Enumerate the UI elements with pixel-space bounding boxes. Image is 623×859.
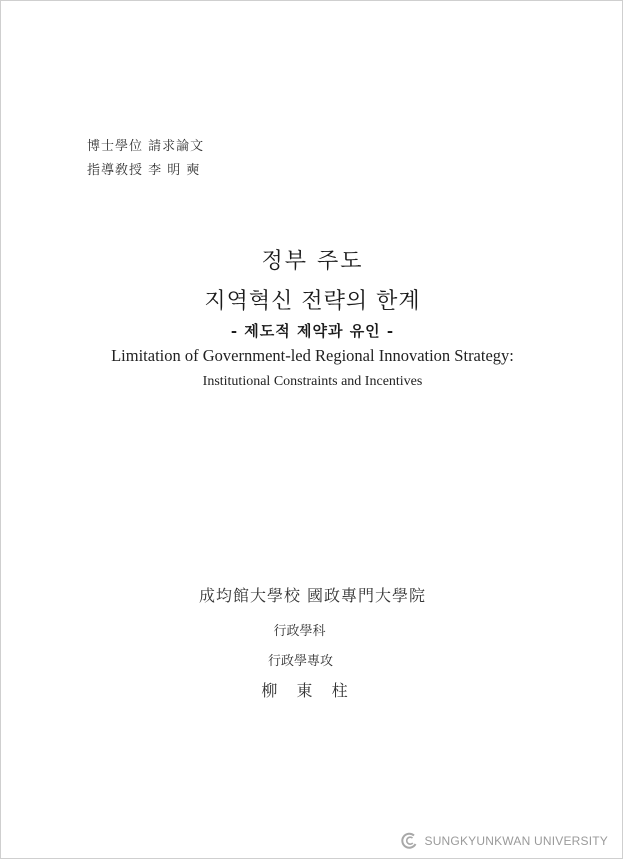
university-watermark [400,829,608,853]
degree-line: 博士學位 請求論文 [87,139,205,154]
major-name: 行政學專攻 [267,654,333,669]
author-name: 柳 東 柱 [261,681,348,700]
department-name: 行政學科 [273,624,326,639]
university-logo-icon [400,831,420,851]
advisor-line: 指導敎授 李 明 奭 [87,163,201,178]
english-title-line-2: Institutional Constraints and Incentives [202,374,423,389]
korean-title-line-1: 정부 주도 [261,249,364,274]
korean-subtitle: - 제도적 제약과 유인 - [230,322,395,340]
university-name-text: SUNGKYUNKWAN UNIVERSITY [424,834,608,848]
school-name: 成均館大學校 國政專門大學院 [198,586,427,605]
english-title-line-1: Limitation of Government-led Regional Innovation Strategy: [111,346,514,365]
korean-title-line-2: 지역혁신 전략의 한계 [204,289,421,314]
